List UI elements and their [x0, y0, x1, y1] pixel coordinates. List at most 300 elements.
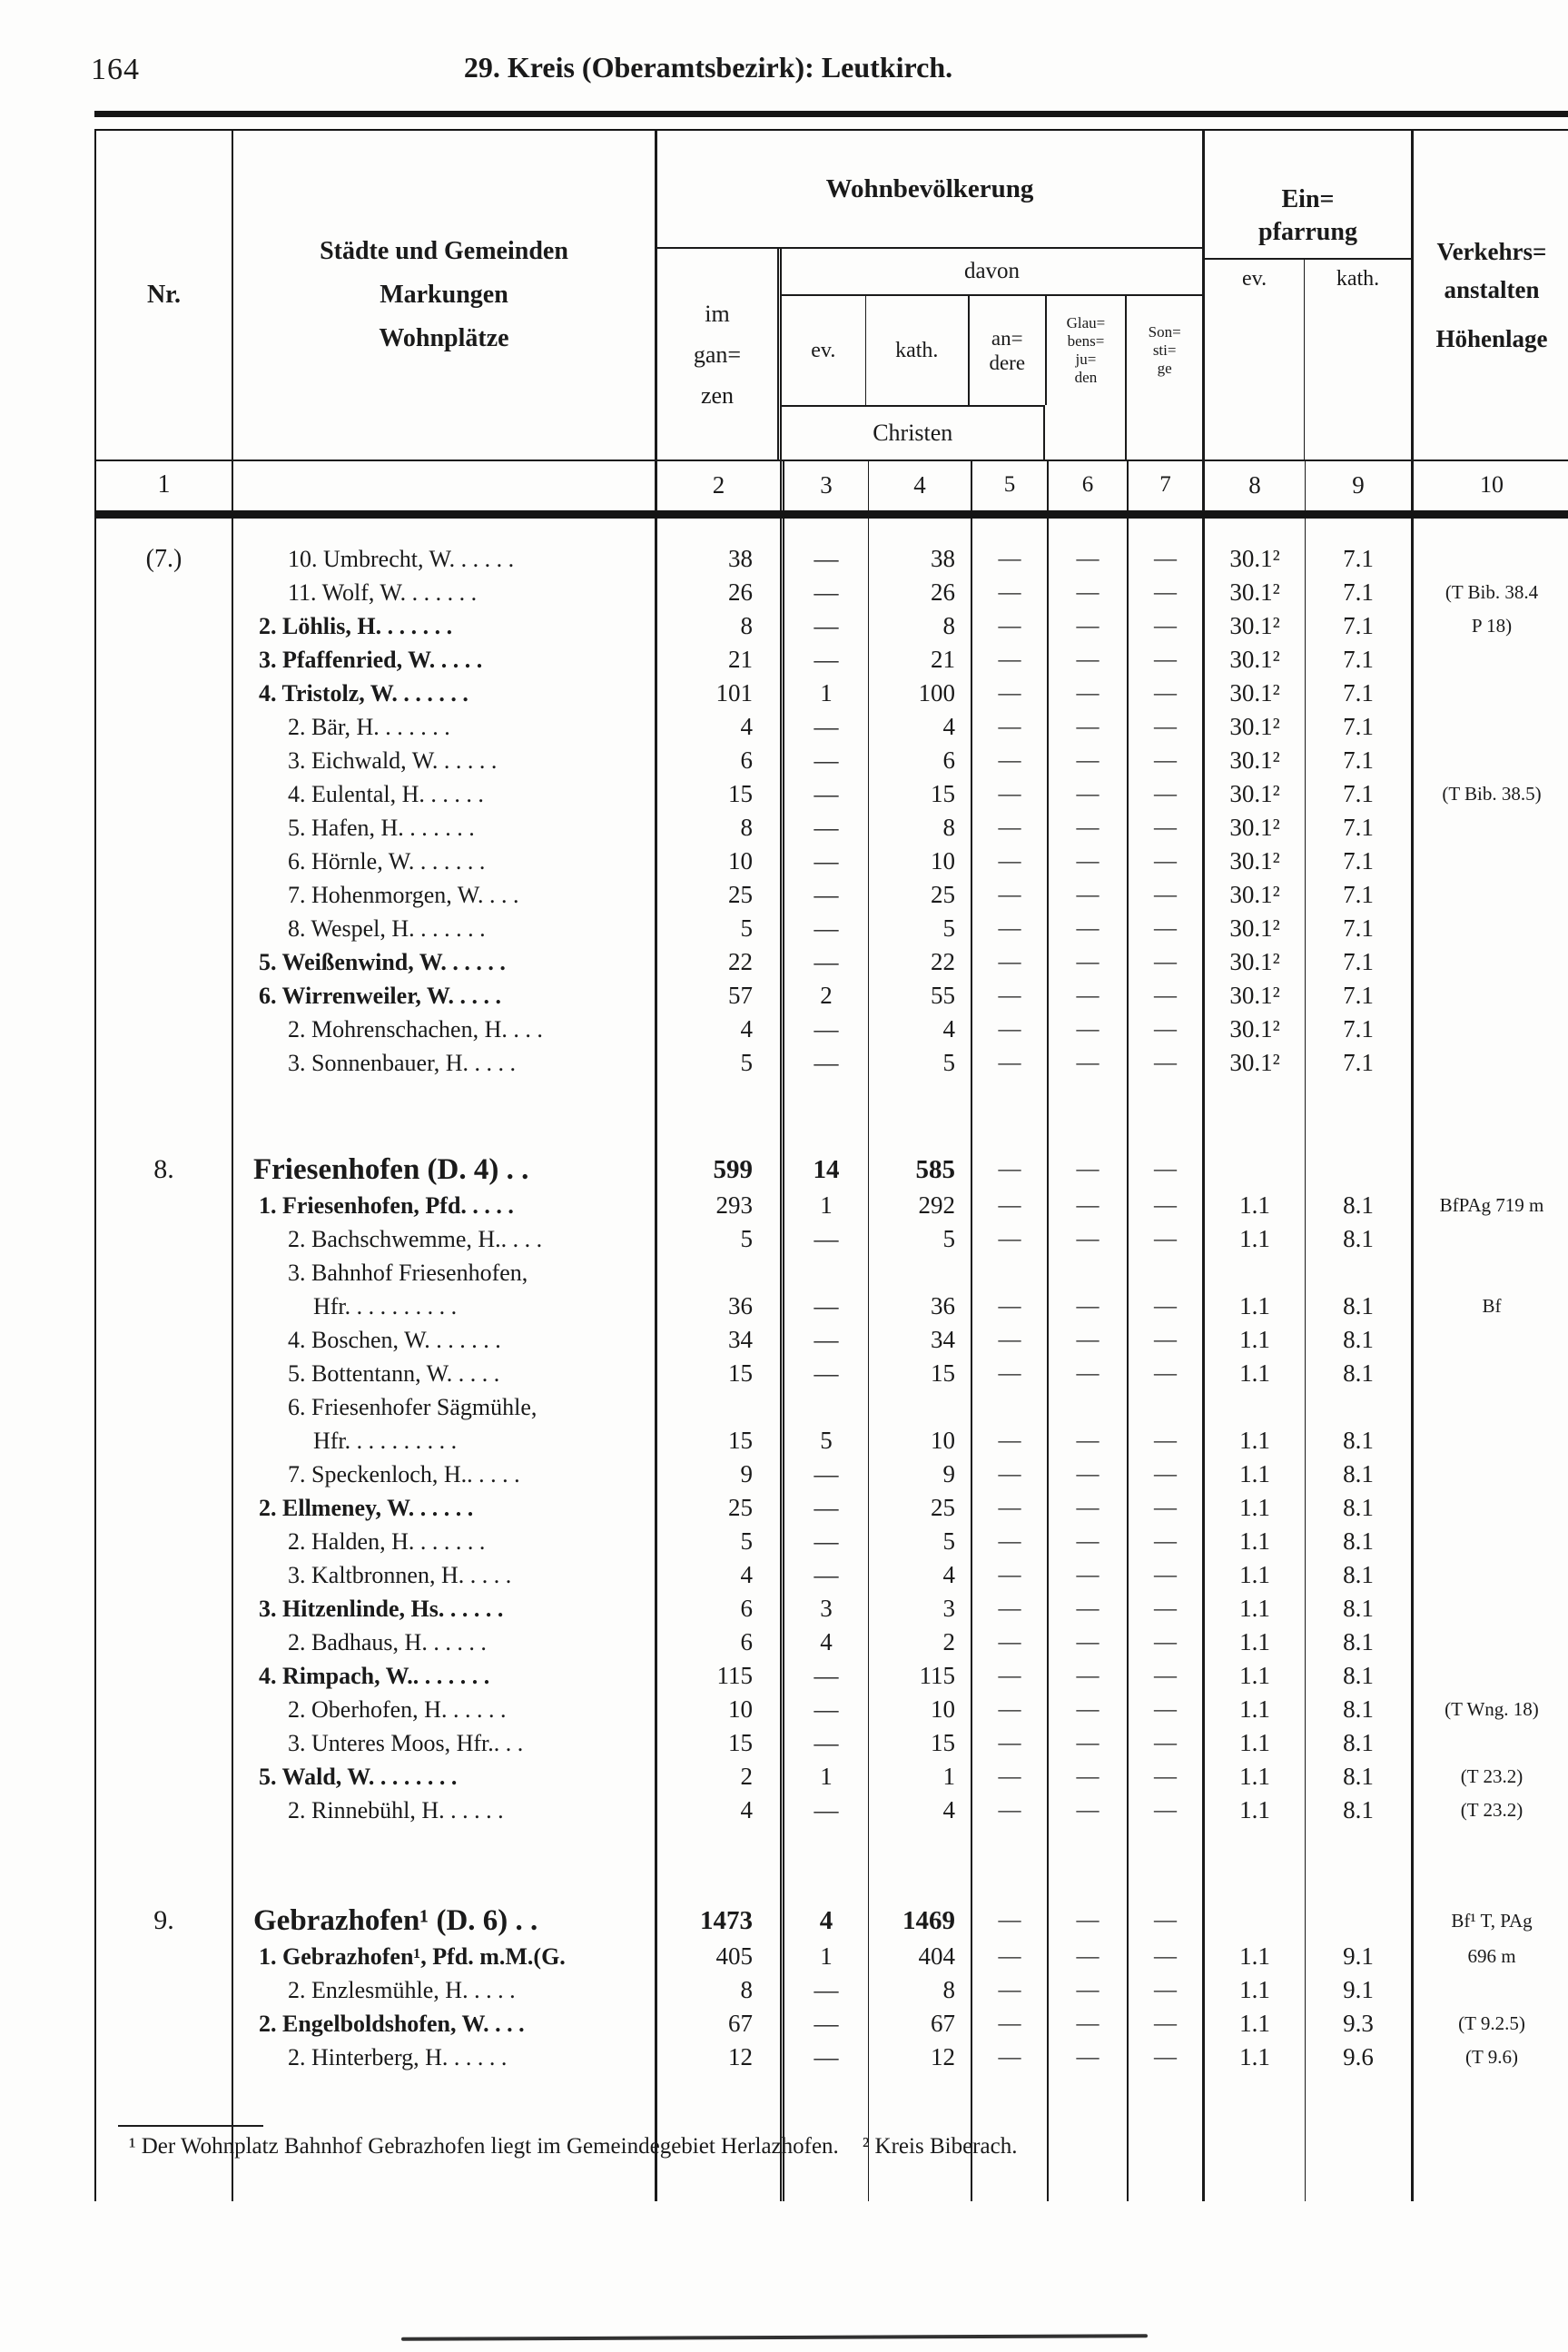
cell-kath: 115 — [869, 1659, 972, 1693]
table-row — [96, 1390, 1568, 1424]
cell-glaubensjuden: — — [1049, 1458, 1129, 1491]
cell-einpfarrung-ev: 1.1 — [1205, 1189, 1306, 1222]
cell-andere: — — [972, 1458, 1049, 1491]
table-row — [96, 643, 1568, 677]
cell-glaubensjuden: — — [1049, 1592, 1129, 1626]
cell-sonstige: — — [1129, 1013, 1205, 1046]
cell-sonstige: — — [1129, 609, 1205, 643]
cell-ev — [784, 519, 869, 542]
cell-glaubensjuden: — — [1049, 576, 1129, 609]
cell-kath: 15 — [869, 1726, 972, 1760]
cell-im-ganzen: 115 — [657, 1659, 784, 1693]
cell-einpfarrung-ev: 30.1² — [1205, 1046, 1306, 1080]
cell-andere: — — [972, 1424, 1049, 1458]
cell-remark: BfPAg 719 m — [1439, 1194, 1544, 1216]
cell-kath: 6 — [869, 744, 972, 777]
cell-kath: 10 — [869, 845, 972, 878]
cell-einpfarrung-ev: 1.1 — [1205, 1760, 1306, 1794]
cell-nr — [96, 1222, 233, 1256]
cell-andere: — — [972, 1659, 1049, 1693]
cell-einpfarrung-kath — [1306, 1902, 1414, 1940]
table-row — [96, 677, 1568, 710]
cell-einpfarrung-kath: 8.1 — [1306, 1424, 1414, 1458]
cell-andere: — — [972, 2007, 1049, 2041]
cell-einpfarrung-ev — [1205, 1827, 1306, 1902]
cell-kath: 585 — [869, 1151, 972, 1189]
cell-ev — [784, 1390, 869, 1424]
table-row — [96, 2041, 1568, 2074]
cell-nr — [96, 1013, 233, 1046]
cell-einpfarrung-ev: 1.1 — [1205, 1794, 1306, 1827]
header-davon: davon — [782, 249, 1202, 296]
cell-andere: — — [972, 1940, 1049, 1973]
cell-ev: — — [784, 1525, 869, 1558]
cell-glaubensjuden: — — [1049, 609, 1129, 643]
cell-kath: 5 — [869, 1222, 972, 1256]
cell-remark: (T 9.2.5) — [1458, 2012, 1525, 2034]
cell-andere: — — [972, 677, 1049, 710]
cell-remark: (T 23.2) — [1460, 1765, 1524, 1787]
cell-andere: — — [972, 1760, 1049, 1794]
cell-einpfarrung-kath: 8.1 — [1306, 1222, 1414, 1256]
running-title: 29. Kreis (Oberamtsbezirk): Leutkirch. — [463, 51, 953, 84]
cell-andere: — — [972, 878, 1049, 912]
cell-ev: — — [784, 1794, 869, 1827]
cell-andere — [972, 519, 1049, 542]
cell-nr — [96, 1256, 233, 1290]
cell-andere: — — [972, 1357, 1049, 1390]
cell-glaubensjuden: — — [1049, 1760, 1129, 1794]
cell-nr — [96, 1046, 233, 1080]
table-row — [96, 979, 1568, 1013]
cell-remark — [1414, 1558, 1568, 1592]
cell-im-ganzen: 5 — [657, 1525, 784, 1558]
cell-sonstige: — — [1129, 1525, 1205, 1558]
cell-remark — [1414, 677, 1568, 710]
cell-andere — [972, 1827, 1049, 1902]
cell-nr — [96, 878, 233, 912]
cell-im-ganzen: 57 — [657, 979, 784, 1013]
cell-glaubensjuden: — — [1049, 744, 1129, 777]
cell-kath: 1 — [869, 1760, 972, 1794]
cell-nr — [96, 1760, 233, 1794]
cell-remark — [1414, 1592, 1568, 1626]
cell-glaubensjuden: — — [1049, 1659, 1129, 1693]
cell-glaubensjuden: — — [1049, 912, 1129, 945]
cell-einpfarrung-ev: 30.1² — [1205, 677, 1306, 710]
cell-kath — [869, 1080, 972, 1151]
cell-einpfarrung-kath: 7.1 — [1306, 912, 1414, 945]
cell-kath — [869, 1256, 972, 1290]
footnote-1: ¹ Der Wohnplatz Bahnhof Gebrazhofen liegt im Gemeindegebiet Herlazhofen. — [129, 2134, 839, 2159]
cell-nr — [96, 609, 233, 643]
header-ev: ev. — [782, 296, 866, 405]
cell-kath: 15 — [869, 1357, 972, 1390]
cell-ev: — — [784, 2007, 869, 2041]
cell-sonstige: — — [1129, 1693, 1205, 1726]
cell-nr — [96, 1592, 233, 1626]
cell-andere: — — [972, 1189, 1049, 1222]
cell-einpfarrung-ev: 1.1 — [1205, 1357, 1306, 1390]
cell-nr — [96, 1626, 233, 1659]
table-body — [96, 519, 1568, 2201]
cell-kath — [869, 1827, 972, 1902]
cell-einpfarrung-ev: 30.1² — [1205, 744, 1306, 777]
spacer-row — [96, 1080, 1568, 1151]
cell-nr — [96, 1659, 233, 1693]
table-row — [96, 1013, 1568, 1046]
cell-glaubensjuden: — — [1049, 1046, 1129, 1080]
cell-andere: — — [972, 744, 1049, 777]
cell-im-ganzen: 6 — [657, 1592, 784, 1626]
cell-einpfarrung-kath: 8.1 — [1306, 1525, 1414, 1558]
cell-einpfarrung-ev: 1.1 — [1205, 1491, 1306, 1525]
cell-place-name: 8. Wespel, H. . . . . . . — [233, 912, 657, 945]
cell-remark: (T 9.6) — [1465, 2046, 1518, 2068]
cell-im-ganzen: 4 — [657, 1558, 784, 1592]
cell-remark: (T Bib. 38.5) — [1442, 783, 1542, 805]
table-row — [96, 1458, 1568, 1491]
cell-ev: — — [784, 1323, 869, 1357]
cell-place-name: 3. Hitzenlinde, Hs. . . . . . — [233, 1592, 657, 1626]
cell-einpfarrung-kath: 7.1 — [1306, 979, 1414, 1013]
cell-andere: — — [972, 912, 1049, 945]
cell-place-name: Hfr. . . . . . . . . . — [233, 1424, 657, 1458]
cell-im-ganzen: 38 — [657, 542, 784, 576]
cell-nr — [96, 979, 233, 1013]
cell-andere — [972, 1080, 1049, 1151]
cell-einpfarrung-ev: 1.1 — [1205, 1693, 1306, 1726]
cell-place-name: 2. Enzlesmühle, H. . . . . — [233, 1973, 657, 2007]
table-header — [96, 131, 1568, 460]
cell-im-ganzen: 405 — [657, 1940, 784, 1973]
cell-remark — [1414, 1424, 1568, 1458]
cell-nr — [96, 2007, 233, 2041]
table-top-rule — [94, 111, 1568, 131]
cell-sonstige: — — [1129, 1357, 1205, 1390]
cell-remark — [1414, 1626, 1568, 1659]
cell-einpfarrung-ev: 30.1² — [1205, 979, 1306, 1013]
cell-ev: — — [784, 1973, 869, 2007]
cell-place-name: 3. Pfaffenried, W. . . . . — [233, 643, 657, 677]
cell-glaubensjuden — [1049, 1080, 1129, 1151]
cell-ev: — — [784, 777, 869, 811]
cell-einpfarrung-ev — [1205, 1151, 1306, 1189]
cell-einpfarrung-kath: 8.1 — [1306, 1659, 1414, 1693]
table-row — [96, 811, 1568, 845]
cell-ev: — — [784, 1558, 869, 1592]
cell-im-ganzen: 15 — [657, 1357, 784, 1390]
header-kath: kath. — [866, 296, 970, 405]
cell-im-ganzen: 8 — [657, 1973, 784, 2007]
header-wohnbevoelkerung-group — [657, 131, 1205, 460]
table-row — [96, 1592, 1568, 1626]
cell-kath: 10 — [869, 1424, 972, 1458]
cell-im-ganzen: 26 — [657, 576, 784, 609]
cell-kath: 8 — [869, 609, 972, 643]
cell-andere: — — [972, 777, 1049, 811]
cell-place-name: 2. Ellmeney, W. . . . . . — [233, 1491, 657, 1525]
cell-im-ganzen: 10 — [657, 845, 784, 878]
cell-glaubensjuden: — — [1049, 1693, 1129, 1726]
cell-im-ganzen — [657, 519, 784, 542]
cell-remark — [1414, 1973, 1568, 2007]
colnum-7: 7 — [1129, 461, 1205, 510]
cell-place-name: 2. Mohrenschachen, H. . . . — [233, 1013, 657, 1046]
cell-einpfarrung-kath: 8.1 — [1306, 1626, 1414, 1659]
cell-nr — [96, 1189, 233, 1222]
cell-andere: — — [972, 1693, 1049, 1726]
table-row — [96, 845, 1568, 878]
cell-im-ganzen: 6 — [657, 1626, 784, 1659]
cell-andere: — — [972, 945, 1049, 979]
cell-remark — [1414, 1013, 1568, 1046]
cell-remark — [1414, 1151, 1568, 1189]
cell-einpfarrung-kath: 7.1 — [1306, 945, 1414, 979]
cell-place-name — [233, 519, 657, 542]
cell-sonstige: — — [1129, 1458, 1205, 1491]
header-davon-group — [782, 249, 1202, 460]
cell-nr — [96, 777, 233, 811]
cell-glaubensjuden: — — [1049, 2007, 1129, 2041]
table-row — [96, 777, 1568, 811]
header-einpfarrung-group — [1205, 131, 1414, 460]
cell-einpfarrung-kath — [1306, 1390, 1414, 1424]
cell-einpfarrung-ev — [1205, 1256, 1306, 1290]
cell-nr: 9. — [96, 1902, 233, 1940]
cell-remark — [1414, 1323, 1568, 1357]
cell-andere — [972, 1390, 1049, 1424]
cell-nr — [96, 945, 233, 979]
cell-einpfarrung-ev: 1.1 — [1205, 1592, 1306, 1626]
cell-im-ganzen: 101 — [657, 677, 784, 710]
cell-andere: — — [972, 2041, 1049, 2074]
cell-place-name: 4. Rimpach, W.. . . . . . . — [233, 1659, 657, 1693]
cell-im-ganzen — [657, 1390, 784, 1424]
cell-sonstige: — — [1129, 1973, 1205, 2007]
table-row — [96, 878, 1568, 912]
cell-glaubensjuden: — — [1049, 1323, 1129, 1357]
cell-place-name: 3. Kaltbronnen, H. . . . . — [233, 1558, 657, 1592]
cell-ev: — — [784, 912, 869, 945]
cell-im-ganzen: 5 — [657, 1046, 784, 1080]
cell-remark — [1414, 1080, 1568, 1151]
footnote — [129, 2134, 1491, 2159]
cell-remark: P 18) — [1471, 615, 1513, 637]
header-wohnbevoelkerung: Wohnbevölkerung — [657, 131, 1202, 249]
cell-place-name: 5. Wald, W. . . . . . . . — [233, 1760, 657, 1794]
cell-place-name: 4. Eulental, H. . . . . . — [233, 777, 657, 811]
cell-glaubensjuden: — — [1049, 1222, 1129, 1256]
table-row — [96, 1726, 1568, 1760]
cell-einpfarrung-kath: 9.6 — [1306, 2041, 1414, 2074]
cell-im-ganzen: 36 — [657, 1290, 784, 1323]
cell-einpfarrung-ev: 30.1² — [1205, 945, 1306, 979]
table-row — [96, 1256, 1568, 1290]
cell-einpfarrung-kath: 8.1 — [1306, 1693, 1414, 1726]
cell-place-name: Gebrazhofen¹ (D. 6) . . — [233, 1902, 657, 1940]
cell-einpfarrung-kath — [1306, 1080, 1414, 1151]
cell-ev: 14 — [784, 1151, 869, 1189]
cell-andere: — — [972, 1323, 1049, 1357]
cell-nr — [96, 576, 233, 609]
cell-nr — [96, 1693, 233, 1726]
cell-glaubensjuden: — — [1049, 1940, 1129, 1973]
cell-sonstige: — — [1129, 1424, 1205, 1458]
colnum-10: 10 — [1480, 471, 1504, 498]
table-row — [96, 542, 1568, 576]
cell-einpfarrung-ev: 1.1 — [1205, 1973, 1306, 2007]
cell-sonstige: — — [1129, 811, 1205, 845]
cell-glaubensjuden: — — [1049, 979, 1129, 1013]
table-row — [96, 1760, 1568, 1794]
cell-place-name: 2. Bachschwemme, H.. . . . — [233, 1222, 657, 1256]
cell-kath: 22 — [869, 945, 972, 979]
cell-kath: 36 — [869, 1290, 972, 1323]
cell-andere: — — [972, 643, 1049, 677]
cell-place-name: 2. Oberhofen, H. . . . . . — [233, 1693, 657, 1726]
cell-einpfarrung-ev: 30.1² — [1205, 878, 1306, 912]
cell-ev: 4 — [784, 1902, 869, 1940]
cell-remark — [1414, 1222, 1568, 1256]
cell-einpfarrung-kath — [1306, 1151, 1414, 1189]
cell-place-name: 1. Gebrazhofen¹, Pfd. m.M.(G. — [233, 1940, 657, 1973]
cell-remark — [1414, 744, 1568, 777]
cell-im-ganzen — [657, 1256, 784, 1290]
cell-glaubensjuden — [1049, 1390, 1129, 1424]
cell-remark — [1414, 912, 1568, 945]
cell-einpfarrung-kath: 7.1 — [1306, 811, 1414, 845]
cell-sonstige — [1129, 519, 1205, 542]
cell-ev — [784, 1827, 869, 1902]
cell-einpfarrung-kath: 7.1 — [1306, 777, 1414, 811]
cell-remark: Bf¹ T, PAg — [1451, 1910, 1533, 1932]
cell-nr: 8. — [96, 1151, 233, 1189]
cell-glaubensjuden: — — [1049, 811, 1129, 845]
cell-place-name: 6. Friesenhofer Sägmühle, — [233, 1390, 657, 1424]
cell-ev: — — [784, 609, 869, 643]
cell-im-ganzen: 8 — [657, 609, 784, 643]
cell-einpfarrung-kath: 7.1 — [1306, 1013, 1414, 1046]
cell-sonstige: — — [1129, 2007, 1205, 2041]
cell-andere: — — [972, 811, 1049, 845]
cell-ev: — — [784, 2041, 869, 2074]
cell-remark — [1414, 519, 1568, 542]
cell-sonstige — [1129, 1390, 1205, 1424]
cell-glaubensjuden: — — [1049, 1726, 1129, 1760]
cell-glaubensjuden: — — [1049, 1525, 1129, 1558]
cell-einpfarrung-ev — [1205, 1902, 1306, 1940]
cell-place-name: 6. Wirrenweiler, W. . . . . — [233, 979, 657, 1013]
cell-andere: — — [972, 1902, 1049, 1940]
cell-glaubensjuden: — — [1049, 677, 1129, 710]
cell-einpfarrung-kath: 8.1 — [1306, 1558, 1414, 1592]
cell-im-ganzen: 15 — [657, 1424, 784, 1458]
header-nr-label: Nr. — [146, 281, 182, 309]
cell-sonstige: — — [1129, 1491, 1205, 1525]
cell-andere: — — [972, 1525, 1049, 1558]
cell-andere — [972, 1256, 1049, 1290]
cell-einpfarrung-kath: 7.1 — [1306, 643, 1414, 677]
header-sonstige: Son= sti= ge — [1148, 323, 1181, 377]
cell-ev: 1 — [784, 1760, 869, 1794]
cell-kath: 34 — [869, 1323, 972, 1357]
cell-glaubensjuden: — — [1049, 710, 1129, 744]
cell-remark — [1414, 1491, 1568, 1525]
colnum-2: 2 — [657, 461, 784, 510]
cell-nr — [96, 519, 233, 542]
cell-place-name — [233, 1080, 657, 1151]
header-col1-line3: Wohnplätze — [379, 324, 509, 352]
cell-place-name: 5. Bottentann, W. . . . . — [233, 1357, 657, 1390]
colnum-9: 9 — [1306, 461, 1414, 510]
cell-kath: 4 — [869, 1558, 972, 1592]
cell-einpfarrung-ev: 1.1 — [1205, 1940, 1306, 1973]
cell-place-name: 2. Löhlis, H. . . . . . . — [233, 609, 657, 643]
cell-einpfarrung-kath: 7.1 — [1306, 677, 1414, 710]
cell-ev: — — [784, 878, 869, 912]
header-glaubensjuden: Glau= bens= ju= den — [1047, 296, 1128, 405]
colnum-1b — [233, 461, 657, 510]
cell-place-name: 3. Unteres Moos, Hfr.. . . — [233, 1726, 657, 1760]
cell-einpfarrung-kath: 8.1 — [1306, 1458, 1414, 1491]
cell-remark — [1414, 710, 1568, 744]
cell-glaubensjuden: — — [1049, 1290, 1129, 1323]
cell-ev — [784, 1256, 869, 1290]
cell-glaubensjuden: — — [1049, 1558, 1129, 1592]
table-row — [96, 1525, 1568, 1558]
cell-einpfarrung-ev: 30.1² — [1205, 912, 1306, 945]
cell-nr — [96, 1357, 233, 1390]
cell-sonstige: — — [1129, 1626, 1205, 1659]
cell-glaubensjuden: — — [1049, 1794, 1129, 1827]
header-christen-gap1 — [1045, 405, 1126, 460]
cell-kath: 5 — [869, 912, 972, 945]
cell-einpfarrung-ev: 1.1 — [1205, 1659, 1306, 1693]
cell-andere: — — [972, 710, 1049, 744]
cell-place-name: 3. Bahnhof Friesenhofen, — [233, 1256, 657, 1290]
cell-einpfarrung-ev: 1.1 — [1205, 1458, 1306, 1491]
cell-remark: 696 m — [1467, 1945, 1516, 1967]
cell-im-ganzen: 15 — [657, 777, 784, 811]
cell-im-ganzen: 5 — [657, 1222, 784, 1256]
cell-nr — [96, 1491, 233, 1525]
cell-einpfarrung-ev — [1205, 519, 1306, 542]
cell-ev: 4 — [784, 1626, 869, 1659]
cell-ev: — — [784, 710, 869, 744]
cell-im-ganzen: 293 — [657, 1189, 784, 1222]
cell-place-name: 2. Badhaus, H. . . . . . — [233, 1626, 657, 1659]
cell-andere: — — [972, 1592, 1049, 1626]
cell-einpfarrung-kath — [1306, 1256, 1414, 1290]
cell-im-ganzen: 4 — [657, 1013, 784, 1046]
cell-remark: (T Bib. 38.4 — [1445, 581, 1539, 603]
cell-andere: — — [972, 542, 1049, 576]
cell-remark — [1414, 643, 1568, 677]
cell-sonstige: — — [1129, 979, 1205, 1013]
cell-kath: 25 — [869, 1491, 972, 1525]
cell-sonstige: — — [1129, 1323, 1205, 1357]
cell-remark — [1414, 1525, 1568, 1558]
cell-ev: — — [784, 811, 869, 845]
cell-sonstige: — — [1129, 643, 1205, 677]
cell-glaubensjuden: — — [1049, 1491, 1129, 1525]
cell-im-ganzen — [657, 1827, 784, 1902]
cell-glaubensjuden: — — [1049, 2041, 1129, 2074]
cell-einpfarrung-kath: 9.3 — [1306, 2007, 1414, 2041]
cell-kath: 67 — [869, 2007, 972, 2041]
cell-kath: 1469 — [869, 1902, 972, 1940]
